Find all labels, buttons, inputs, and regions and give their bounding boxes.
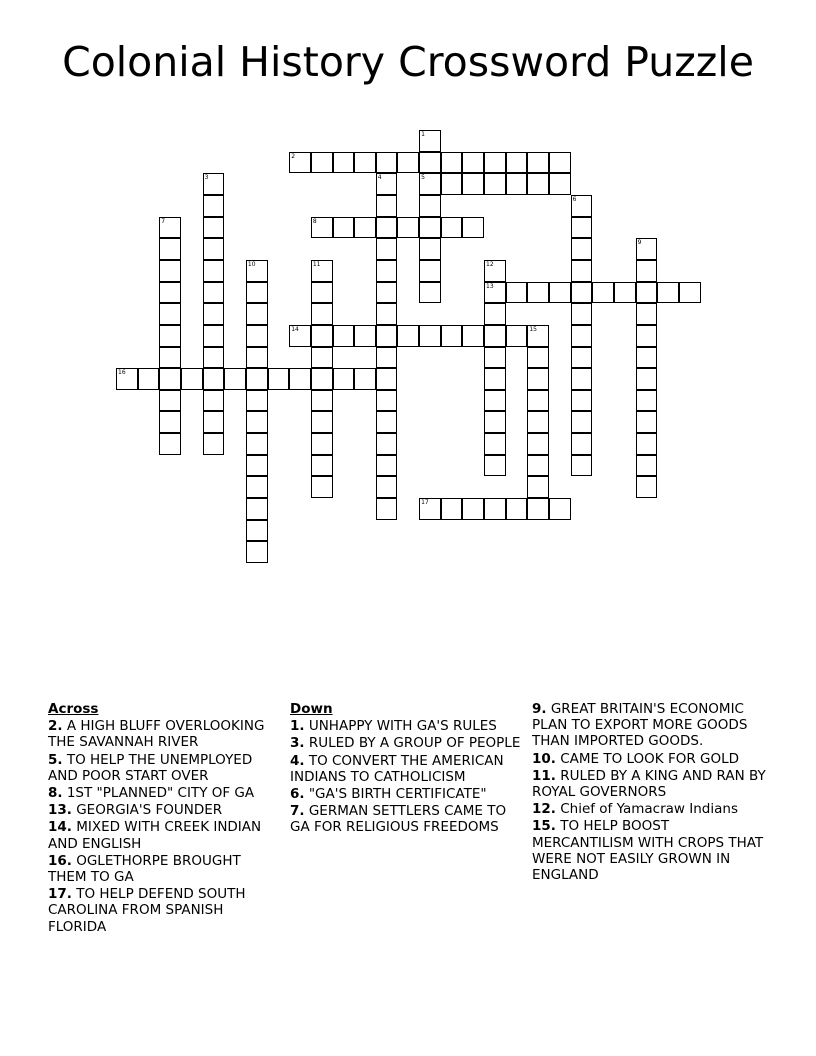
grid-cell[interactable] [159, 303, 181, 325]
grid-cell[interactable] [376, 217, 398, 239]
clue-text: UNHAPPY WITH GA'S RULES [304, 718, 497, 735]
grid-cell[interactable] [419, 130, 441, 152]
grid-cell[interactable] [527, 152, 549, 174]
grid-cell[interactable] [484, 260, 506, 282]
grid-cell[interactable] [246, 520, 268, 542]
clue-item [48, 853, 278, 885]
grid-cell[interactable] [376, 152, 398, 174]
grid-cell[interactable] [203, 303, 225, 325]
grid-cell[interactable] [506, 282, 528, 304]
grid-cell[interactable] [376, 238, 398, 260]
grid-cell[interactable] [636, 260, 658, 282]
grid-cell[interactable] [376, 173, 398, 195]
grid-cell[interactable] [571, 282, 593, 304]
grid-cell[interactable] [527, 282, 549, 304]
grid-cell[interactable] [571, 260, 593, 282]
clue-number: 15. [532, 818, 556, 835]
clue-text: RULED BY A KING AND RAN BY ROYAL GOVERNORS [532, 767, 766, 801]
grid-cell[interactable] [376, 498, 398, 520]
grid-cell[interactable] [527, 368, 549, 390]
grid-cell[interactable] [289, 325, 311, 347]
grid-cell[interactable] [527, 325, 549, 347]
down-clues-continued [532, 701, 772, 884]
clue-item [532, 751, 772, 767]
grid-cell[interactable] [549, 282, 571, 304]
grid-cell[interactable] [571, 411, 593, 433]
clue-item [290, 786, 522, 802]
clue-number: 7. [290, 803, 305, 820]
grid-cell[interactable] [203, 238, 225, 260]
grid-cell[interactable] [159, 325, 181, 347]
across-heading: Across [48, 701, 99, 717]
grid-cell[interactable] [376, 455, 398, 477]
clue-text: 1ST "PLANNED" CITY OF GA [62, 785, 255, 802]
grid-cell[interactable] [311, 282, 333, 304]
grid-cell[interactable] [484, 173, 506, 195]
grid-cell[interactable] [679, 282, 701, 304]
grid-cell[interactable] [571, 195, 593, 217]
grid-cell[interactable] [636, 325, 658, 347]
cell-number: 16 [118, 369, 126, 377]
cell-number: 14 [291, 325, 299, 333]
grid-cell[interactable] [636, 455, 658, 477]
grid-cell[interactable] [159, 368, 181, 390]
grid-cell[interactable] [246, 390, 268, 412]
grid-cell[interactable] [203, 195, 225, 217]
grid-cell[interactable] [506, 325, 528, 347]
grid-cell[interactable] [333, 368, 355, 390]
grid-cell[interactable] [571, 368, 593, 390]
clue-text: A HIGH BLUFF OVERLOOKING THE SAVANNAH RIVER [48, 718, 265, 751]
grid-cell[interactable] [246, 303, 268, 325]
grid-cell[interactable] [203, 347, 225, 369]
clue-number: 16. [48, 852, 72, 869]
grid-cell[interactable] [419, 498, 441, 520]
grid-cell[interactable] [311, 476, 333, 498]
grid-cell[interactable] [203, 368, 225, 390]
grid-cell[interactable] [311, 368, 333, 390]
grid-cell[interactable] [462, 217, 484, 239]
cell-number: 5 [421, 174, 425, 182]
grid-cell[interactable] [333, 325, 355, 347]
clue-text: TO CONVERT THE AMERICAN INDIANS TO CATHOLICISM [290, 752, 504, 785]
grid-cell[interactable] [527, 347, 549, 369]
grid-cell[interactable] [376, 390, 398, 412]
grid-cell[interactable] [571, 390, 593, 412]
grid-cell[interactable] [311, 303, 333, 325]
clue-item [532, 701, 772, 750]
grid-cell[interactable] [159, 433, 181, 455]
clue-number: 17. [48, 886, 72, 903]
grid-cell[interactable] [203, 217, 225, 239]
crossword-grid [116, 130, 700, 566]
grid-cell[interactable] [636, 238, 658, 260]
grid-cell[interactable] [571, 303, 593, 325]
grid-cell[interactable] [397, 152, 419, 174]
grid-cell[interactable] [246, 498, 268, 520]
clue-number: 13. [48, 802, 72, 819]
grid-cell[interactable] [159, 411, 181, 433]
clue-item [532, 818, 772, 883]
grid-cell[interactable] [333, 152, 355, 174]
grid-cell[interactable] [311, 411, 333, 433]
clue-item [48, 886, 278, 935]
clue-number: 12. [532, 801, 556, 818]
grid-cell[interactable] [657, 282, 679, 304]
grid-cell[interactable] [138, 368, 160, 390]
grid-cell[interactable] [527, 390, 549, 412]
cell-number: 2 [291, 152, 296, 160]
grid-cell[interactable] [441, 498, 463, 520]
grid-cell[interactable] [636, 303, 658, 325]
grid-cell[interactable] [419, 173, 441, 195]
grid-cell[interactable] [268, 368, 290, 390]
grid-cell[interactable] [311, 433, 333, 455]
clue-text: Chief of Yamacraw Indians [555, 801, 738, 818]
clue-text: GEORGIA'S FOUNDER [71, 802, 223, 819]
grid-cell[interactable] [527, 411, 549, 433]
grid-cell[interactable] [484, 498, 506, 520]
clue-item [48, 752, 278, 784]
clue-text: TO HELP THE UNEMPLOYED AND POOR START OVER [48, 751, 253, 784]
grid-cell[interactable] [376, 260, 398, 282]
clue-number: 14. [48, 819, 72, 836]
clue-number: 5. [48, 751, 63, 768]
grid-cell[interactable] [527, 433, 549, 455]
clue-number: 2. [48, 718, 63, 735]
grid-cell[interactable] [484, 282, 506, 304]
grid-cell[interactable] [571, 455, 593, 477]
clue-item [48, 785, 278, 801]
clue-item [48, 718, 278, 750]
grid-cell[interactable] [571, 217, 593, 239]
across-clues [48, 701, 278, 936]
grid-cell[interactable] [159, 260, 181, 282]
grid-cell[interactable] [441, 173, 463, 195]
grid-cell[interactable] [354, 152, 376, 174]
grid-cell[interactable] [246, 455, 268, 477]
grid-cell[interactable] [636, 433, 658, 455]
grid-cell[interactable] [397, 325, 419, 347]
down-clues [290, 701, 522, 837]
clue-text: OGLETHORPE BROUGHT THEM TO GA [48, 852, 241, 886]
page-title: Colonial History Crossword Puzzle [62, 38, 754, 86]
grid-cell[interactable] [376, 195, 398, 217]
grid-cell[interactable] [571, 433, 593, 455]
clue-number: 9. [532, 701, 547, 717]
cell-number: 17 [421, 499, 429, 507]
grid-cell[interactable] [397, 217, 419, 239]
grid-cell[interactable] [159, 282, 181, 304]
grid-cell[interactable] [203, 433, 225, 455]
clue-number: 4. [290, 752, 305, 769]
clue-text: CAME TO LOOK FOR GOLD [555, 750, 740, 767]
grid-cell[interactable] [484, 347, 506, 369]
grid-cell[interactable] [246, 368, 268, 390]
grid-cell[interactable] [636, 390, 658, 412]
grid-cell[interactable] [506, 173, 528, 195]
grid-cell[interactable] [484, 411, 506, 433]
grid-cell[interactable] [311, 455, 333, 477]
grid-cell[interactable] [311, 390, 333, 412]
grid-cell[interactable] [311, 325, 333, 347]
grid-cell[interactable] [289, 368, 311, 390]
grid-cell[interactable] [376, 368, 398, 390]
grid-cell[interactable] [419, 238, 441, 260]
grid-cell[interactable] [419, 325, 441, 347]
cell-number: 13 [486, 282, 494, 290]
cell-number: 7 [161, 217, 166, 225]
grid-cell[interactable] [636, 282, 658, 304]
grid-cell[interactable] [333, 217, 355, 239]
grid-cell[interactable] [506, 498, 528, 520]
grid-cell[interactable] [441, 217, 463, 239]
cell-number: 9 [637, 239, 642, 247]
grid-cell[interactable] [246, 282, 268, 304]
clue-text: GREAT BRITAIN'S ECONOMIC PLAN TO EXPORT MORE GOODS THAN IMPORTED GOODS. [532, 701, 748, 750]
grid-cell[interactable] [484, 433, 506, 455]
grid-cell[interactable] [246, 260, 268, 282]
grid-cell[interactable] [246, 433, 268, 455]
clue-item [290, 753, 522, 785]
cell-number: 11 [312, 260, 321, 268]
grid-cell[interactable] [527, 455, 549, 477]
grid-cell[interactable] [549, 498, 571, 520]
grid-cell[interactable] [203, 325, 225, 347]
grid-cell[interactable] [203, 282, 225, 304]
grid-cell[interactable] [376, 411, 398, 433]
grid-cell[interactable] [462, 152, 484, 174]
grid-cell[interactable] [159, 390, 181, 412]
clue-number: 8. [48, 785, 63, 802]
grid-cell[interactable] [354, 368, 376, 390]
grid-cell[interactable] [376, 476, 398, 498]
clue-item [532, 768, 772, 800]
cell-number: 15 [529, 325, 537, 333]
grid-cell[interactable] [224, 368, 246, 390]
grid-cell[interactable] [527, 173, 549, 195]
grid-cell[interactable] [484, 152, 506, 174]
grid-cell[interactable] [462, 325, 484, 347]
grid-cell[interactable] [354, 217, 376, 239]
grid-cell[interactable] [549, 173, 571, 195]
grid-cell[interactable] [636, 476, 658, 498]
grid-cell[interactable] [506, 152, 528, 174]
grid-cell[interactable] [246, 347, 268, 369]
grid-cell[interactable] [289, 152, 311, 174]
grid-cell[interactable] [203, 411, 225, 433]
grid-cell[interactable] [159, 238, 181, 260]
grid-cell[interactable] [636, 368, 658, 390]
grid-cell[interactable] [549, 152, 571, 174]
clue-text: TO HELP BOOST MERCANTILISM WITH CROPS THAT WERE NOT EASILY GROWN IN ENGLAND [532, 818, 764, 884]
cell-number: 8 [312, 217, 317, 225]
clue-item [290, 718, 522, 734]
cell-number: 4 [377, 174, 382, 182]
grid-cell[interactable] [203, 173, 225, 195]
grid-cell[interactable] [376, 433, 398, 455]
grid-cell[interactable] [441, 152, 463, 174]
grid-cell[interactable] [181, 368, 203, 390]
grid-cell[interactable] [376, 282, 398, 304]
grid-cell[interactable] [116, 368, 138, 390]
grid-cell[interactable] [159, 217, 181, 239]
clue-number: 11. [532, 767, 556, 784]
cell-number: 1 [421, 131, 425, 138]
grid-cell[interactable] [484, 325, 506, 347]
clue-item [48, 819, 278, 851]
grid-cell[interactable] [311, 347, 333, 369]
grid-cell[interactable] [484, 455, 506, 477]
clue-text: "GA'S BIRTH CERTIFICATE" [304, 786, 487, 803]
grid-cell[interactable] [203, 260, 225, 282]
grid-cell[interactable] [159, 347, 181, 369]
grid-cell[interactable] [636, 347, 658, 369]
down-heading: Down [290, 701, 333, 717]
grid-cell[interactable] [636, 411, 658, 433]
grid-cell[interactable] [246, 541, 268, 563]
grid-cell[interactable] [376, 303, 398, 325]
clue-item [290, 803, 522, 835]
clue-number: 1. [290, 718, 305, 735]
grid-cell[interactable] [571, 325, 593, 347]
clue-number: 10. [532, 750, 556, 767]
grid-cell[interactable] [376, 347, 398, 369]
grid-cell[interactable] [311, 260, 333, 282]
grid-cell[interactable] [419, 282, 441, 304]
grid-cell[interactable] [592, 282, 614, 304]
grid-cell[interactable] [311, 217, 333, 239]
grid-cell[interactable] [527, 498, 549, 520]
grid-cell[interactable] [246, 476, 268, 498]
grid-cell[interactable] [571, 238, 593, 260]
grid-cell[interactable] [484, 390, 506, 412]
grid-cell[interactable] [484, 303, 506, 325]
grid-cell[interactable] [246, 411, 268, 433]
cell-number: 12 [486, 260, 494, 268]
clue-text: MIXED WITH CREEK INDIAN AND ENGLISH [48, 819, 262, 852]
cell-number: 6 [572, 195, 577, 203]
clue-number: 3. [290, 735, 305, 752]
cell-number: 10 [247, 260, 256, 268]
grid-cell[interactable] [354, 325, 376, 347]
grid-cell[interactable] [527, 476, 549, 498]
cell-number: 3 [204, 174, 209, 182]
grid-cell[interactable] [419, 217, 441, 239]
grid-cell[interactable] [311, 152, 333, 174]
grid-cell[interactable] [462, 498, 484, 520]
grid-cell[interactable] [419, 260, 441, 282]
grid-cell[interactable] [571, 347, 593, 369]
clue-text: RULED BY A GROUP OF PEOPLE [304, 735, 521, 752]
clue-item [290, 735, 522, 751]
grid-cell[interactable] [614, 282, 636, 304]
clue-text: TO HELP DEFEND SOUTH CAROLINA FROM SPANISH FLORIDA [48, 886, 246, 935]
grid-cell[interactable] [419, 195, 441, 217]
clue-number: 6. [290, 786, 305, 803]
grid-cell[interactable] [462, 173, 484, 195]
clue-text: GERMAN SETTLERS CAME TO GA FOR RELIGIOUS FREEDOMS [290, 803, 507, 836]
clue-item [48, 802, 278, 818]
grid-cell[interactable] [484, 368, 506, 390]
grid-cell[interactable] [203, 390, 225, 412]
grid-cell[interactable] [376, 325, 398, 347]
clue-item [532, 801, 772, 817]
grid-cell[interactable] [419, 152, 441, 174]
grid-cell[interactable] [441, 325, 463, 347]
grid-cell[interactable] [246, 325, 268, 347]
